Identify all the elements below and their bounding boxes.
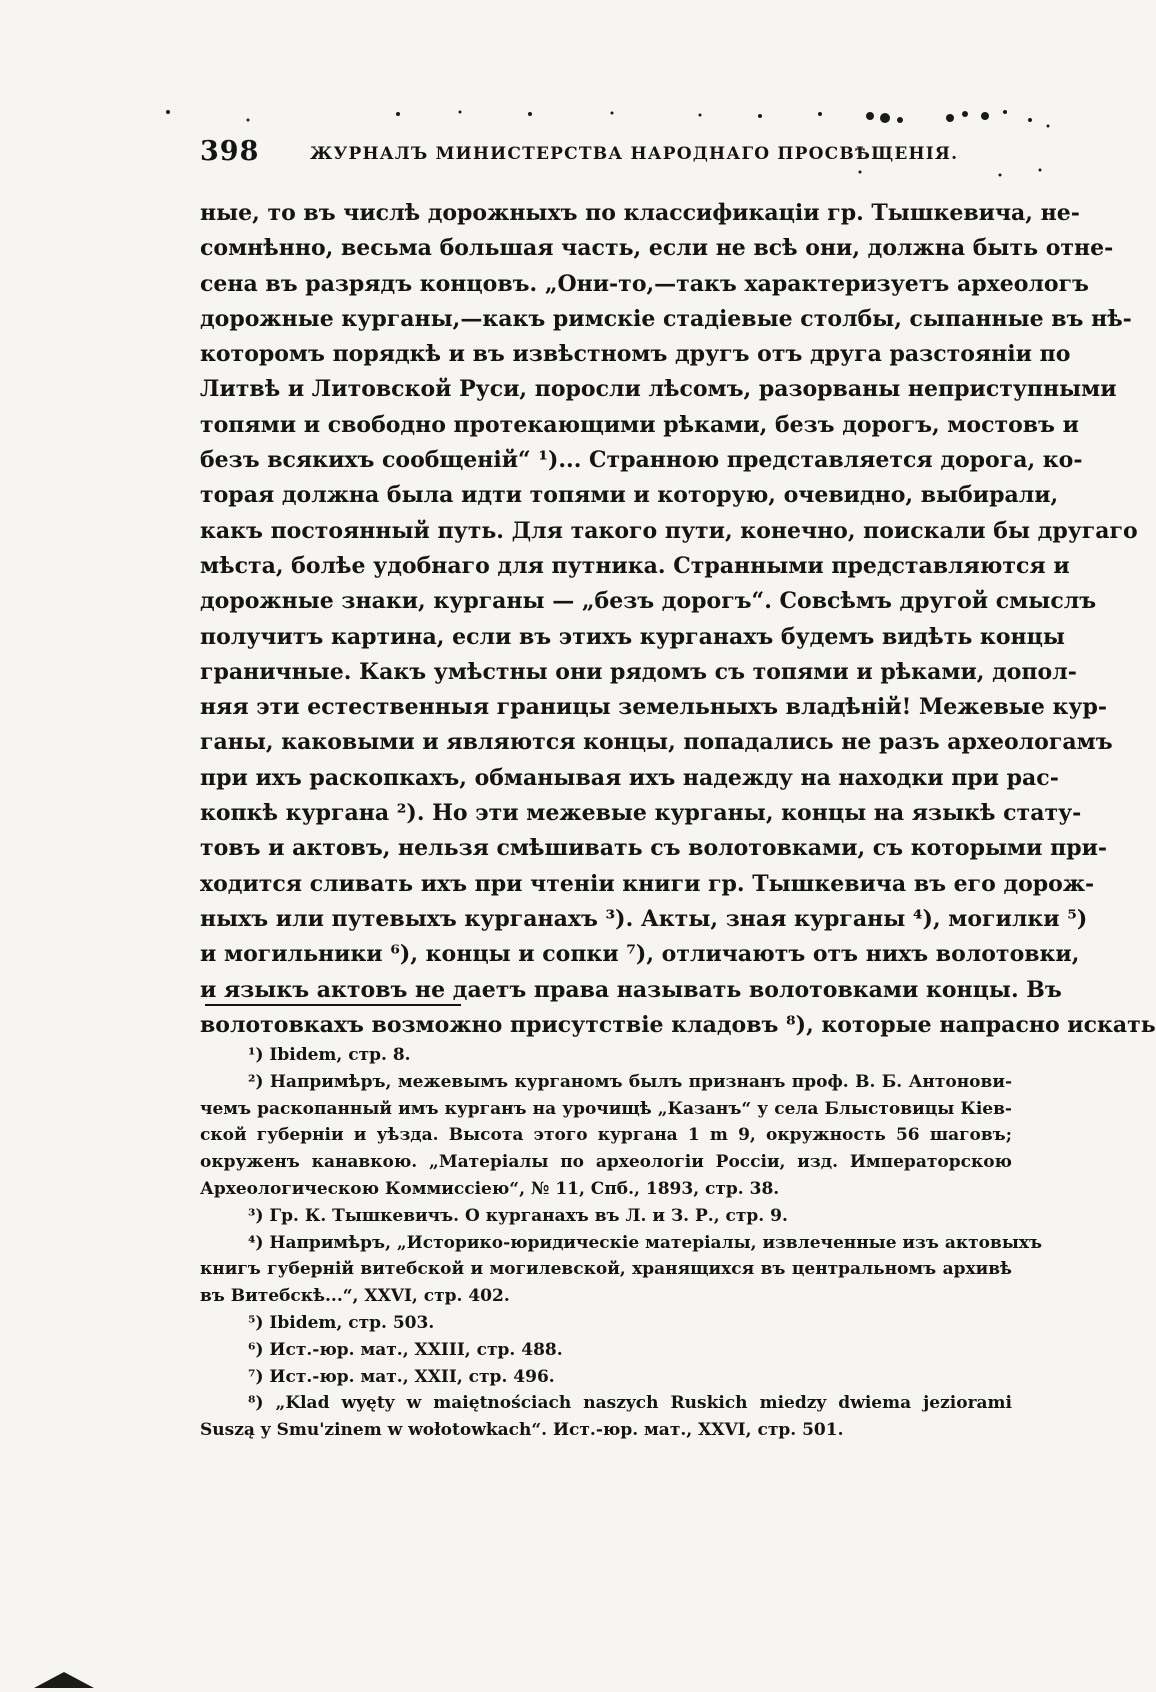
- footnote: [200, 1390, 1012, 1444]
- text-line: и языкъ актовъ не даетъ права называть волотовками концы. Въ: [200, 976, 1062, 1003]
- text-line: ходится сливать ихъ при чтеніи книги гр. Тышкевича въ его дорож-: [200, 870, 1095, 897]
- footnote-line: Suszą y Smu'zinem w wołotowkach“. Ист.-юр. мат., XXVI, стр. 501.: [200, 1420, 844, 1441]
- text-line: дорожные курганы,—какъ римскіе стадіевые столбы, сыпанные въ нѣ-: [200, 305, 1132, 332]
- text-line: Литвѣ и Литовской Руси, поросли лѣсомъ, разорваны неприступными: [200, 376, 1117, 403]
- running-head: ЖУРНАЛЪ МИНИСТЕРСТВА НАРОДНАГО ПРОСВѢЩЕНІЯ.: [310, 144, 959, 164]
- main-text: [200, 196, 1156, 1043]
- footnote: [200, 1203, 1012, 1230]
- text-line: волотовкахъ возможно присутствіе кладовъ ⁸), которые напрасно искать: [200, 1011, 1156, 1038]
- page-header: [200, 136, 1020, 176]
- footnote: [200, 1042, 1012, 1069]
- footnote-line: ⁴) Напримѣръ, „Историко-юридическіе матеріалы, извлеченные изъ актовыхъ: [248, 1232, 1043, 1253]
- text-line: копкѣ кургана ²). Но эти межевые курганы, концы на языкѣ стату-: [200, 800, 1082, 827]
- text-line: граничные. Какъ умѣстны они рядомъ съ топями и рѣками, допол-: [200, 658, 1077, 685]
- footnote-line: книгъ губерній витебской и могилевской, хранящихся въ центральномъ архивѣ: [200, 1259, 1012, 1280]
- text-line: безъ всякихъ сообщеній“ ¹)... Странною представляется дорога, ко-: [200, 447, 1083, 474]
- text-line: сомнѣнно, весьма большая часть, если не всѣ они, должна быть отне-: [200, 235, 1114, 262]
- text-line: и могильники ⁶), концы и сопки ⁷), отличаютъ отъ нихъ волотовки,: [200, 941, 1080, 968]
- footnote-line: чемъ раскопанный имъ курганъ на урочищѣ „Казанъ“ у села Блыстовицы Кіев-: [200, 1098, 1012, 1119]
- text-line: ные, то въ числѣ дорожныхъ по классификаціи гр. Тышкевича, не-: [200, 200, 1080, 226]
- text-line: няя эти естественныя границы земельныхъ владѣній! Межевые кур-: [200, 694, 1107, 721]
- text-line: мѣста, болѣе удобнаго для путника. Странными представляются и: [200, 552, 1070, 579]
- text-line: при ихъ раскопкахъ, обманывая ихъ надежду на находки при рас-: [200, 764, 1059, 791]
- text-line: дорожные знаки, курганы — „безъ дорогъ“. Совсѣмъ другой смыслъ: [200, 588, 1097, 615]
- text-line: топями и свободно протекающими рѣками, безъ дорогъ, мостовъ и: [200, 411, 1079, 438]
- footnote: [200, 1069, 1012, 1203]
- footnote: [200, 1230, 1043, 1310]
- footnote-rule: [205, 1004, 461, 1006]
- text-line: товъ и актовъ, нельзя смѣшивать съ волотовками, съ которыми при-: [200, 835, 1108, 862]
- footnote-line: ⁶) Ист.-юр. мат., XXIII, стр. 488.: [248, 1339, 563, 1360]
- text-line: торая должна была идти топями и которую, очевидно, выбирали,: [200, 482, 1059, 509]
- scan-mark: [34, 1668, 94, 1688]
- footnote-line: ской губерніи и уѣзда. Высота этого кургана 1 m 9, окружность 56 шаговъ;: [200, 1125, 1012, 1146]
- footnote-line: ⁸) „Klad wyęty w maiętnościach naszych Ruskich miedzy dwiema jeziorami: [248, 1393, 1012, 1414]
- footnote-line: ⁷) Ист.-юр. мат., XXII, стр. 496.: [248, 1366, 555, 1387]
- text-line: получитъ картина, если въ этихъ курганахъ будемъ видѣть концы: [200, 623, 1065, 650]
- footnote: [200, 1337, 1012, 1364]
- footnote-line: ¹) Ibidem, стр. 8.: [248, 1045, 411, 1065]
- page-number: 398: [200, 136, 260, 167]
- text-line: ганы, каковыми и являются концы, попадались не разъ археологамъ: [200, 729, 1113, 756]
- text-line: сена въ разрядъ концовъ. „Они-то,—такъ характеризуетъ археологъ: [200, 270, 1089, 297]
- footnote: [200, 1310, 1012, 1337]
- footnote-line: въ Витебскѣ...“, XXVI, стр. 402.: [200, 1286, 510, 1307]
- text-line: которомъ порядкѣ и въ извѣстномъ другъ отъ друга разстояніи по: [200, 341, 1071, 368]
- footnote-line: ²) Напримѣръ, межевымъ курганомъ былъ признанъ проф. В. Б. Антонови-: [248, 1071, 1012, 1092]
- footnote-line: ⁵) Ibidem, стр. 503.: [248, 1312, 435, 1333]
- text-line: ныхъ или путевыхъ курганахъ ³). Акты, зная курганы ⁴), могилки ⁵): [200, 905, 1088, 932]
- footnote-line: ³) Гр. К. Тышкевичъ. О курганахъ въ Л. и З. Р., стр. 9.: [248, 1205, 788, 1226]
- footnotes: [200, 1042, 1043, 1444]
- footnote-line: окруженъ канавкою. „Матеріалы по археологіи Россіи, изд. Императорскою: [200, 1152, 1012, 1173]
- footnote-line: Археологическою Коммиссіею“, № 11, Спб., 1893, стр. 38.: [200, 1178, 780, 1199]
- footnote: [200, 1364, 1012, 1391]
- text-line: какъ постоянный путь. Для такого пути, конечно, поискали бы другаго: [200, 517, 1138, 544]
